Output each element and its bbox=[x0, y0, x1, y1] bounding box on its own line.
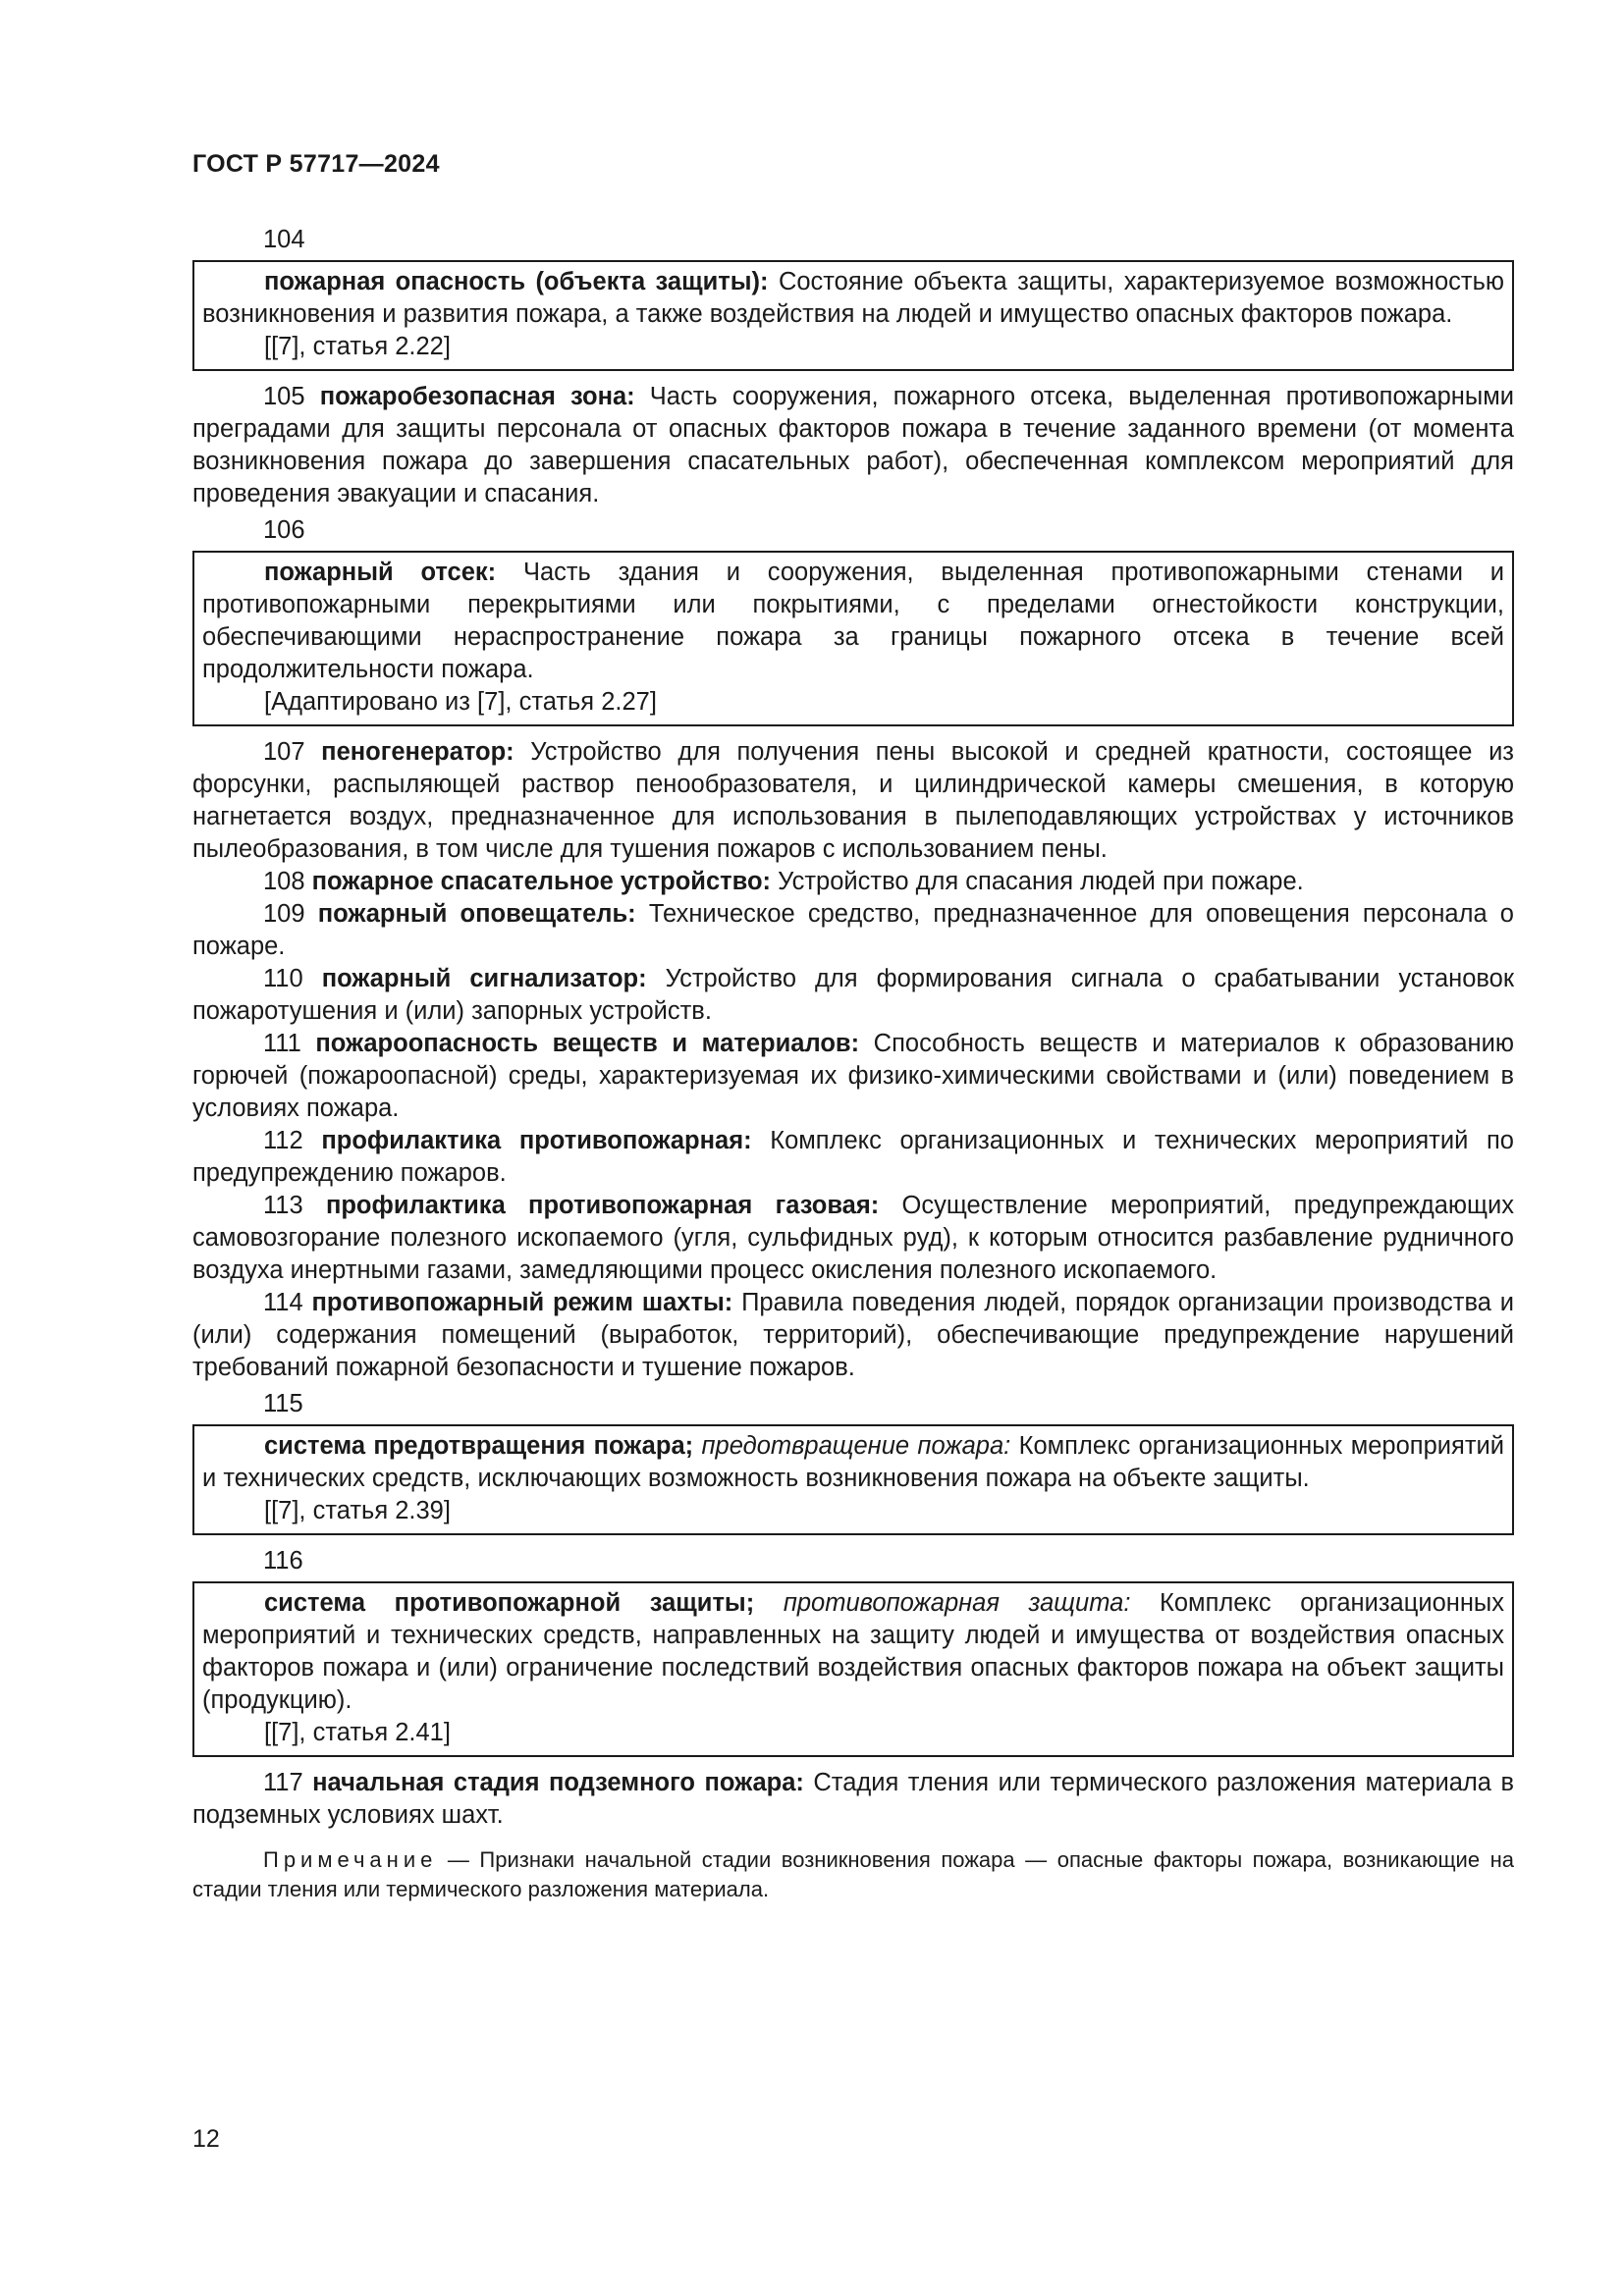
definition: Часть сооружения, пожарного отсека, выделенная противопожарными преградами для защиты персонала от опасных факторов пожара в течение заданного времени (от момента возникновения пожара до завершения спасательных работ), обеспеченная комплексом мероприятий для проведения эвакуации и спасания. bbox=[192, 383, 1514, 507]
entry-number: 114 bbox=[263, 1289, 303, 1316]
note-text: — Признаки начальной стадии возникновения пожара — опасные факторы пожара, возникающие на стадии тления или термического разложения материала. bbox=[192, 1847, 1514, 1901]
entry-112 bbox=[192, 1125, 1514, 1190]
note bbox=[192, 1845, 1514, 1904]
entry-107 bbox=[192, 736, 1514, 866]
entry-109 bbox=[192, 898, 1514, 963]
term: пожарная опасность (объекта защиты): bbox=[264, 268, 769, 295]
definition: Состояние объекта защиты, характеризуемое возможностью возникновения и развития пожара, а также воздействия на людей и имущество опасных факторов пожара. bbox=[202, 268, 1504, 328]
entry-number: 104 bbox=[263, 226, 305, 253]
entry-number: 108 bbox=[263, 868, 305, 895]
definition: Способность веществ и материалов к образованию горючей (пожароопасной) среды, характеризуемая их физико-химическими свойствами и (или) поведением в условиях пожара. bbox=[192, 1030, 1514, 1122]
entry-number: 105 bbox=[263, 383, 305, 410]
term: противопожарный режим шахты: bbox=[311, 1289, 733, 1316]
synonym: противопожарная защита: bbox=[783, 1589, 1131, 1617]
entry-number: 106 bbox=[263, 516, 305, 544]
entry-number: 115 bbox=[263, 1390, 303, 1417]
source-reference: [[7], статья 2.39] bbox=[264, 1497, 451, 1524]
term: система предотвращения пожара; bbox=[264, 1432, 694, 1460]
entry-106 bbox=[202, 557, 1504, 686]
definition: Часть здания и сооружения, выделенная противопожарными стенами и противопожарными перекрытиями или покрытиями, с пределами огнестойкости конструкции, обеспечивающими нераспространение пожара за границы пожарного отсека в течение всей продолжительности пожара. bbox=[202, 559, 1504, 683]
term: пожарное спасательное устройство: bbox=[311, 868, 772, 895]
entry-111 bbox=[192, 1028, 1514, 1125]
definition: Устройство для спасания людей при пожаре. bbox=[771, 868, 1304, 895]
definition: Устройство для получения пены высокой и средней кратности, состоящее из форсунки, распыляющей раствор пенообразователя, и цилиндрической камеры смешения, в которую нагнетается воздух, предназначенное для использования в пылеподавляющих устройствах у источников пылеобразования, в том числе для тушения пожаров с использованием пены. bbox=[192, 738, 1515, 863]
entry-115 bbox=[202, 1430, 1504, 1495]
term-box-104 bbox=[192, 260, 1514, 371]
entry-number: 116 bbox=[263, 1547, 303, 1575]
entry-number: 113 bbox=[263, 1192, 303, 1219]
term: пеногенератор: bbox=[321, 738, 514, 766]
definition: Комплекс организационных и технических мероприятий по предупреждению пожаров. bbox=[192, 1127, 1514, 1187]
source-reference: [[7], статья 2.41] bbox=[264, 1719, 451, 1746]
term: пожарный сигнализатор: bbox=[321, 965, 647, 992]
term: система противопожарной защиты; bbox=[264, 1589, 755, 1617]
term-box-116 bbox=[192, 1581, 1514, 1757]
entry-number: 111 bbox=[263, 1030, 301, 1057]
term: профилактика противопожарная газовая: bbox=[325, 1192, 880, 1219]
entry-114 bbox=[192, 1287, 1514, 1384]
entry-number: 110 bbox=[263, 965, 303, 992]
source-reference: [[7], статья 2.22] bbox=[264, 333, 451, 360]
entry-108 bbox=[192, 866, 1514, 898]
term-box-106 bbox=[192, 551, 1514, 726]
term: пожарный оповещатель: bbox=[317, 900, 636, 928]
synonym: предотвращение пожара: bbox=[701, 1432, 1011, 1460]
document-body bbox=[192, 224, 1514, 1904]
definition: Комплекс организационных мероприятий и технических средств, направленных на защиту людей и имущества от воздействия опасных факторов пожара и (или) ограничение последствий воздействия опасных факторов пожара на объект защиты (продукцию). bbox=[202, 1589, 1505, 1714]
definition: Осуществление мероприятий, предупреждающих самовозгорание полезного ископаемого (угля, сульфидных руд), к которым относится разбавление рудничного воздуха инертными газами, замедляющими процесс окисления полезного ископаемого. bbox=[192, 1192, 1514, 1284]
term: пожарный отсек: bbox=[264, 559, 497, 586]
entry-113 bbox=[192, 1190, 1514, 1287]
definition: Техническое средство, предназначенное для оповещения персонала о пожаре. bbox=[192, 900, 1514, 960]
entry-117 bbox=[192, 1767, 1514, 1832]
source-reference: [Адаптировано из [7], статья 2.27] bbox=[264, 688, 657, 716]
term: пожароопасность веществ и материалов: bbox=[315, 1030, 860, 1057]
entry-number: 112 bbox=[263, 1127, 303, 1154]
term-box-115 bbox=[192, 1424, 1514, 1535]
term: профилактика противопожарная: bbox=[321, 1127, 752, 1154]
definition: Правила поведения людей, порядок организации производства и (или) содержания помещений (выработок, территорий), обеспечивающие предупреждение нарушений требований пожарной безопасности и тушение пожаров. bbox=[192, 1289, 1514, 1381]
document-header: ГОСТ Р 57717—2024 bbox=[192, 150, 440, 178]
entry-110 bbox=[192, 963, 1514, 1028]
page-number: 12 bbox=[192, 2125, 220, 2153]
definition: Комплекс организационных мероприятий и технических средств, исключающих возможность возникновения пожара на объекте защиты. bbox=[202, 1432, 1504, 1492]
term: начальная стадия подземного пожара: bbox=[312, 1769, 804, 1796]
entry-number: 109 bbox=[263, 900, 305, 928]
definition: Устройство для формирования сигнала о срабатывании установок пожаротушения и (или) запорных устройств. bbox=[192, 965, 1514, 1025]
definition: Стадия тления или термического разложения материала в подземных условиях шахт. bbox=[192, 1769, 1514, 1829]
entry-105 bbox=[192, 381, 1514, 510]
entry-104 bbox=[202, 266, 1504, 331]
entry-number: 117 bbox=[263, 1769, 303, 1796]
term: пожаробезопасная зона: bbox=[319, 383, 635, 410]
note-label: Примечание bbox=[263, 1847, 438, 1872]
entry-number: 107 bbox=[263, 738, 305, 766]
entry-116 bbox=[202, 1587, 1504, 1717]
